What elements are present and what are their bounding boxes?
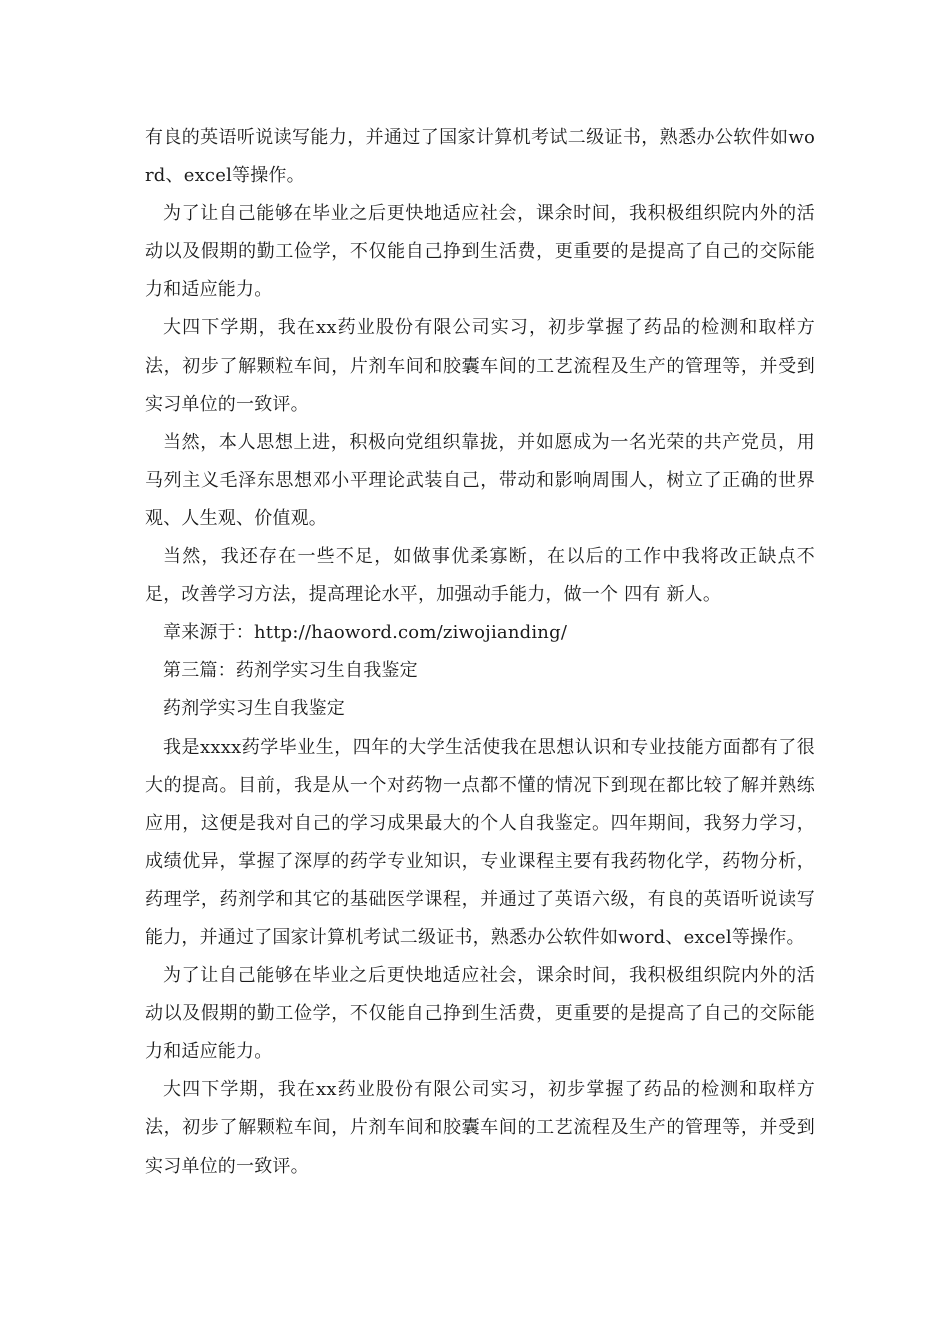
document-body [145, 119, 815, 1186]
section-heading: 第三篇：药剂学实习生自我鉴定 [163, 660, 418, 682]
paragraph-9: 为了让自己能够在毕业之后更快地适应社会，课余时间，我积极组织院内外的活动以及假期的勤工俭学，不仅能自己挣到生活费，更重要的是提高了自己的交际能力和适应能力。 [145, 965, 815, 1063]
paragraph-4: 当然，我还存在一些不足，如做事优柔寡断，在以后的工作中我将改正缺点不足，改善学习方法，提高理论水平，加强动手能力，做一个 四有 新人。 [145, 546, 815, 606]
paragraph-2: 大四下学期，我在xx药业股份有限公司实习，初步掌握了药品的检测和取样方法，初步了解颗粒车间，片剂车间和胶囊车间的工艺流程及生产的管理等，并受到实习单位的一致评。 [145, 317, 815, 415]
section-title: 药剂学实习生自我鉴定 [163, 698, 345, 720]
paragraph-0: 有良的英语听说读写能力，并通过了国家计算机考试二级证书，熟悉办公软件如word、excel等操作。 [145, 127, 815, 187]
paragraph-1: 为了让自己能够在毕业之后更快地适应社会，课余时间，我积极组织院内外的活动以及假期的勤工俭学，不仅能自己挣到生活费，更重要的是提高了自己的交际能力和适应能力。 [145, 203, 815, 301]
paragraph-10: 大四下学期，我在xx药业股份有限公司实习，初步掌握了药品的检测和取样方法，初步了解颗粒车间，片剂车间和胶囊车间的工艺流程及生产的管理等，并受到实习单位的一致评。 [145, 1079, 815, 1177]
paragraph-3: 当然，本人思想上进，积极向党组织靠拢，并如愿成为一名光荣的共产党员，用马列主义毛泽东思想邓小平理论武装自己，带动和影响周围人，树立了正确的世界观、人生观、价值观。 [145, 431, 815, 529]
source-link-line: 章来源于：http://haoword.com/ziwojianding/ [163, 622, 568, 644]
paragraph-8: 我是xxxx药学毕业生，四年的大学生活使我在思想认识和专业技能方面都有了很大的提高。目前，我是从一个对药物一点都不懂的情况下到现在都比较了解并熟练应用，这便是我对自己的学习成果最大的个人自我鉴定。四年期间，我努力学习，成绩优异，掌握了深厚的药学专业知识，专业课程主要有我药物化学，药物分析，药理学，药剂学和其它的基础医学课程，并通过了英语六级，有良的英语听说读写能力，并通过了国家计算机考试二级证书，熟悉办公软件如word、excel等操作。 [145, 736, 815, 948]
